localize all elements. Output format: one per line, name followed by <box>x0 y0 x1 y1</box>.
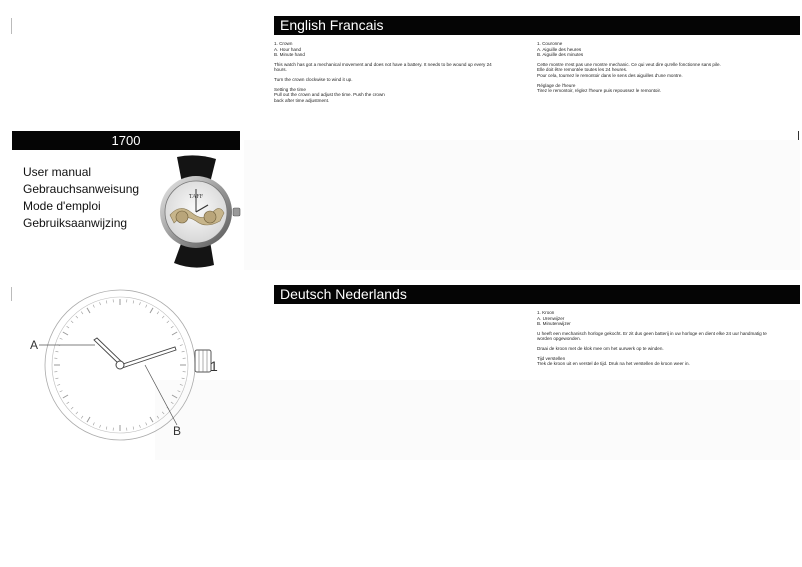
english-part-hour-hand: A. Hour hand <box>274 46 302 52</box>
french-para1-line3: Pour cela, tournez le remontoir dans le sens des aiguilles d'une montre. <box>537 72 683 78</box>
english-setting-line2: back after time adjustment. <box>274 97 330 103</box>
diagram-tick <box>146 423 147 426</box>
diagram-tick <box>57 384 60 385</box>
watch-movement-wheel-right <box>204 211 216 223</box>
diagram-tick <box>182 378 185 379</box>
diagram-tick <box>81 312 83 314</box>
diagram-tick <box>67 326 69 328</box>
english-setting-heading: Setting the time <box>274 86 306 92</box>
french-part-minute-hand: B. Aiguille des minutes <box>537 52 584 58</box>
french-setting-line1: Tirez le remontoir, réglez l'heure puis repoussez le remontoir. <box>537 88 662 94</box>
diagram-tick <box>133 300 134 303</box>
dutch-para1-line2: worden opgewonden. <box>537 336 581 342</box>
diagram-tick <box>157 312 159 314</box>
diagram-tick <box>150 308 153 313</box>
title-french: Mode d'emploi <box>23 199 101 213</box>
french-part-hour-hand: A. Aiguille des heures <box>537 46 582 52</box>
watch-crown <box>233 208 240 216</box>
diagram-tick <box>71 321 73 323</box>
diagram-tick <box>60 391 63 392</box>
diagram-tick <box>182 351 185 352</box>
diagram-tick <box>172 395 177 398</box>
diagram-tick <box>167 321 169 323</box>
manual-title-list <box>23 164 139 232</box>
diagram-tick <box>157 416 159 418</box>
diagram-tick <box>63 395 68 398</box>
diagram-label-b: B <box>173 424 182 438</box>
title-german: Gebrauchsanweisung <box>23 182 140 196</box>
dutch-part-crown: 1. Kroon <box>537 310 555 315</box>
french-part-crown: 1. Couronne <box>537 41 563 46</box>
diagram-tick <box>100 425 101 428</box>
diagram-tick <box>71 407 73 409</box>
diagram-tick <box>67 402 69 404</box>
english-para1-line2: hours. <box>274 67 287 73</box>
diagram-label-a: A <box>30 338 39 352</box>
watch-photo <box>150 155 242 270</box>
diagram-tick <box>171 402 173 404</box>
french-setting-heading: Réglage de l'heure <box>537 82 576 88</box>
diagram-minute-hand <box>120 347 176 368</box>
diagram-tick <box>100 302 101 305</box>
diagram-tick <box>178 391 181 392</box>
content-panel-bottom <box>155 380 800 460</box>
english-column <box>274 41 524 107</box>
dutch-column <box>537 310 799 371</box>
diagram-tick <box>63 332 68 335</box>
deutsch-nederlands-title: Deutsch Nederlands <box>274 285 800 304</box>
dutch-para2: Draai de kroon met de klok mee om het uurwerk op te winden. <box>537 345 664 351</box>
diagram-tick <box>87 308 90 313</box>
diagram-tick <box>171 326 173 328</box>
english-part-crown: 1. Crown <box>274 41 293 46</box>
diagram-tick <box>162 412 164 414</box>
diagram-tick <box>133 427 134 430</box>
diagram-tick <box>139 425 140 428</box>
diagram-label-crown: 1 <box>210 358 218 374</box>
diagram-tick <box>106 300 107 303</box>
dutch-setting-line1: Trek de kroon uit en verstel de tijd. Druk na het verstellen de kroon weer in. <box>537 361 690 367</box>
french-column <box>537 41 787 98</box>
diagram-tick <box>87 417 90 422</box>
diagram-tick <box>162 316 164 318</box>
content-panel-top <box>244 140 800 270</box>
model-number-bar: 1700 <box>12 131 240 150</box>
french-para1-line2: Elle doit être remontée toutes les 24 heures. <box>537 67 628 73</box>
diagram-tick <box>180 384 183 385</box>
dutch-para1-line1: U heeft een mechanisch horloge gekocht. Er zit dus geen batterij in uw horloge en dient elke 24 uur handmatig te <box>537 330 767 336</box>
diagram-tick <box>178 338 181 339</box>
dutch-part-hour-hand: A. Urenwijzer <box>537 315 565 321</box>
crop-mark-mid-left <box>11 287 12 301</box>
title-english: User manual <box>23 165 92 179</box>
french-para1-line1: Cette montre n'est pas une montre mechanic. Ce qui veut dire qu'elle fonctionne sans pile. <box>537 61 721 67</box>
english-part-minute-hand: B. Minute hand <box>274 52 305 58</box>
diagram-tick <box>76 412 78 414</box>
diagram-tick <box>93 305 94 308</box>
diagram-tick <box>55 378 58 379</box>
english-setting-line1: Pull out the crown and adjust the time. Push the crown <box>274 92 385 98</box>
diagram-tick <box>60 338 63 339</box>
diagram-tick <box>81 416 83 418</box>
watch-diagram <box>25 285 250 460</box>
english-para2: Turn the crown clockwise to wind it up. <box>274 76 353 82</box>
watch-movement-wheel-left <box>176 211 188 223</box>
diagram-tick <box>76 316 78 318</box>
crop-mark-top-left <box>11 18 12 34</box>
diagram-tick <box>146 305 147 308</box>
diagram-tick <box>55 351 58 352</box>
english-francais-title: English Francais <box>274 16 800 35</box>
diagram-tick <box>150 417 153 422</box>
diagram-tick <box>180 345 183 346</box>
english-para1-line1: This watch has got a mechanical movement and does not have a battery. It needs to be wound up every 24 <box>274 61 492 67</box>
diagram-tick <box>172 332 177 335</box>
watch-logo: TAFF <box>188 194 204 200</box>
diagram-tick <box>93 423 94 426</box>
diagram-center-pin <box>116 361 124 369</box>
dutch-setting-heading: Tijd verstellen <box>537 355 566 361</box>
title-dutch: Gebruiksaanwijzing <box>23 216 128 230</box>
dutch-part-minute-hand: B. Minutenwijzer <box>537 321 571 327</box>
diagram-tick <box>106 427 107 430</box>
diagram-tick <box>139 302 140 305</box>
